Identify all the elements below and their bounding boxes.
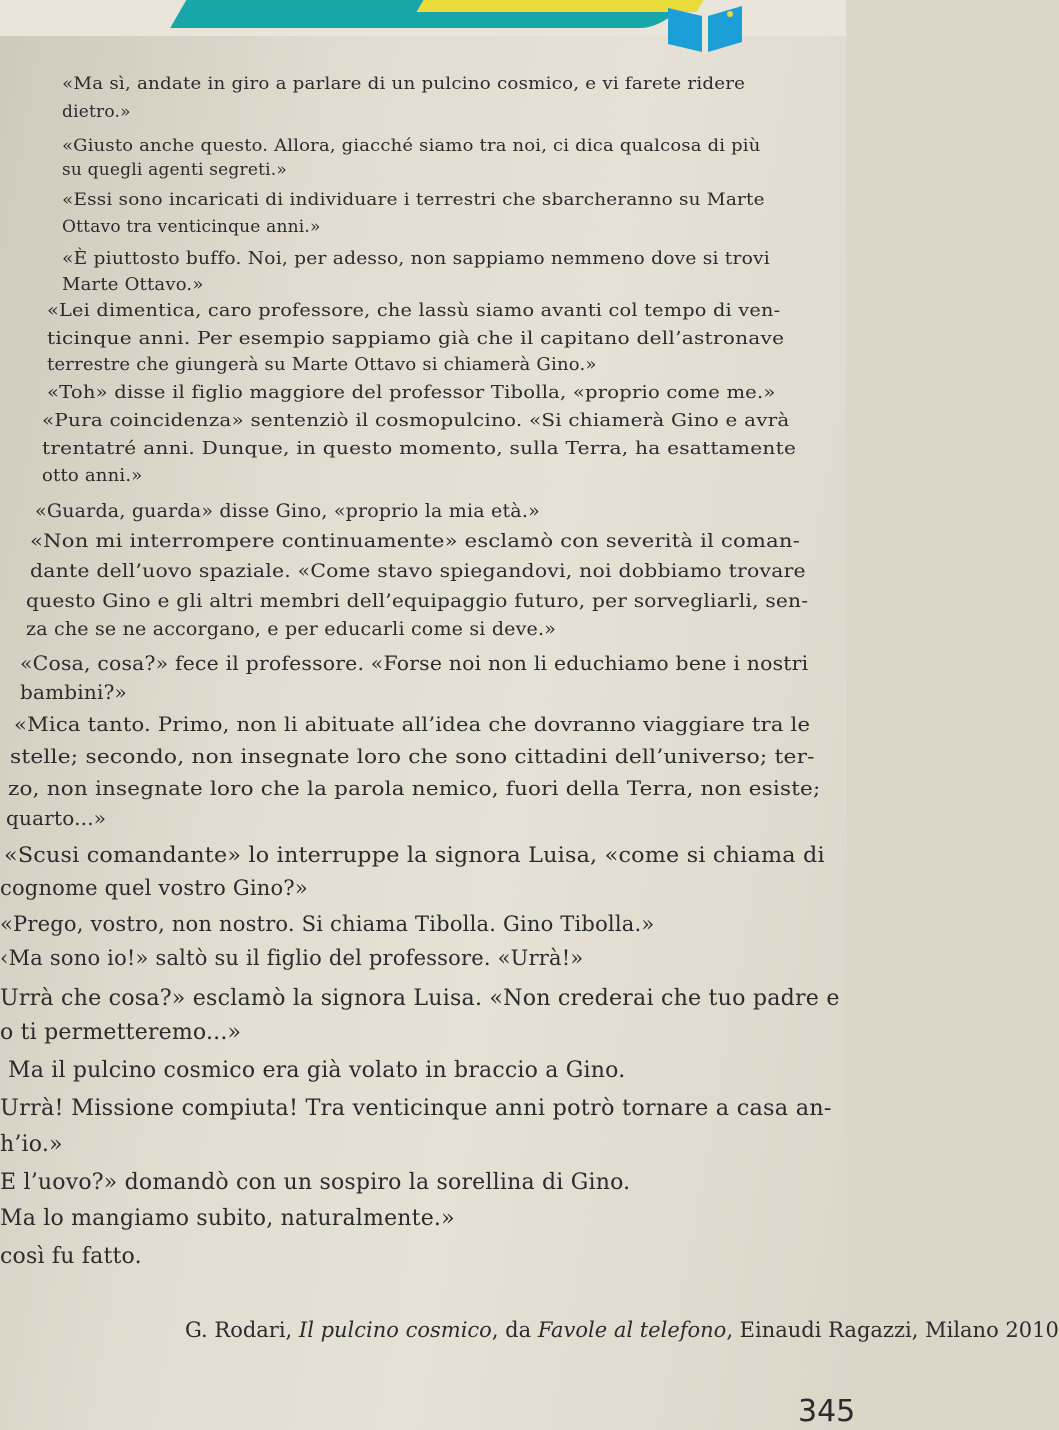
text-line: ticinque anni. Per esempio sappiamo già che il capitano dell’astronave bbox=[47, 328, 785, 349]
text-line: «È piuttosto buffo. Noi, per adesso, non sappiamo nemmeno dove si trovi bbox=[62, 248, 770, 269]
text-line: h’io.» bbox=[0, 1132, 63, 1157]
text-line: Ma lo mangiamo subito, naturalmente.» bbox=[0, 1206, 455, 1231]
text-line: «Pura coincidenza» sentenziò il cosmopulcino. «Si chiamerà Gino e avrà bbox=[42, 410, 790, 431]
text-line: otto anni.» bbox=[42, 465, 143, 486]
text-line: zo, non insegnate loro che la parola nemico, fuori della Terra, non esiste; bbox=[8, 776, 821, 800]
text-line: bambini?» bbox=[20, 680, 127, 704]
text-line: o ti permetteremo...» bbox=[0, 1020, 242, 1045]
text-line: za che se ne accorgano, e per educarli come si deve.» bbox=[26, 618, 557, 640]
page-number: 345 bbox=[798, 1394, 856, 1429]
text-line: «Cosa, cosa?» fece il professore. «Forse noi non li educhiamo bene i nostri bbox=[20, 651, 809, 675]
text-line: «Prego, vostro, non nostro. Si chiama Tibolla. Gino Tibolla.» bbox=[0, 912, 655, 936]
text-line: terrestre che giungerà su Marte Ottavo si chiamerà Gino.» bbox=[47, 354, 597, 375]
citation-middle: , da bbox=[491, 1318, 538, 1342]
text-line: trentatré anni. Dunque, in questo momento, sulla Terra, ha esattamente bbox=[42, 438, 797, 459]
text-line: stelle; secondo, non insegnate loro che sono cittadini dell’universo; ter- bbox=[10, 744, 815, 768]
citation-title: Il pulcino cosmico bbox=[298, 1318, 492, 1342]
text-line: «Non mi interrompere continuamente» esclamò con severità il coman- bbox=[30, 530, 801, 552]
text-line: Urrà! Missione compiuta! Tra venticinque anni potrò tornare a casa an- bbox=[0, 1096, 832, 1121]
text-line: cognome quel vostro Gino?» bbox=[0, 876, 308, 900]
text-line: «Scusi comandante» lo interruppe la signora Luisa, «come si chiama di bbox=[4, 843, 825, 867]
citation-prefix: G. Rodari, bbox=[185, 1318, 299, 1342]
text-line: E l’uovo?» domandò con un sospiro la sorellina di Gino. bbox=[0, 1170, 631, 1195]
text-line: «Giusto anche questo. Allora, giacché siamo tra noi, ci dica qualcosa di più bbox=[62, 136, 761, 156]
text-line: Ma il pulcino cosmico era già volato in braccio a Gino. bbox=[8, 1058, 626, 1083]
text-line: dante dell’uovo spaziale. «Come stavo spiegandovi, noi dobbiamo trovare bbox=[30, 560, 806, 582]
text-line: su quegli agenti segreti.» bbox=[62, 160, 287, 180]
text-line: «Guarda, guarda» disse Gino, «proprio la mia età.» bbox=[35, 500, 540, 522]
text-line: Ottavo tra venticinque anni.» bbox=[62, 217, 321, 237]
text-line: «Toh» disse il figlio maggiore del professor Tibolla, «proprio come me.» bbox=[47, 382, 776, 403]
text-line: «Essi sono incaricati di individuare i terrestri che sbarcheranno su Marte bbox=[62, 190, 765, 210]
text-line: «Lei dimentica, caro professore, che lassù siamo avanti col tempo di ven- bbox=[47, 300, 781, 321]
text-line: «Ma sì, andate in giro a parlare di un pulcino cosmico, e vi farete ridere bbox=[62, 74, 746, 94]
citation-suffix: , Einaudi Ragazzi, Milano 2010 bbox=[726, 1318, 1059, 1342]
text-line: Marte Ottavo.» bbox=[62, 274, 204, 295]
text-line: questo Gino e gli altri membri dell’equipaggio futuro, per sorvegliarli, sen- bbox=[26, 590, 809, 612]
open-book-icon bbox=[660, 0, 750, 54]
text-line: «Mica tanto. Primo, non li abituate all’idea che dovranno viaggiare tra le bbox=[14, 712, 811, 736]
text-line: ‹Ma sono io!» saltò su il figlio del professore. «Urrà!» bbox=[0, 946, 584, 970]
text-line: quarto...» bbox=[6, 806, 107, 830]
text-line: così fu fatto. bbox=[0, 1244, 142, 1269]
citation-book: Favole al telefono bbox=[537, 1318, 727, 1342]
text-line: Urrà che cosa?» esclamò la signora Luisa. «Non crederai che tuo padre e bbox=[0, 986, 840, 1011]
text-line: dietro.» bbox=[62, 102, 131, 122]
source-citation bbox=[185, 1318, 1059, 1342]
